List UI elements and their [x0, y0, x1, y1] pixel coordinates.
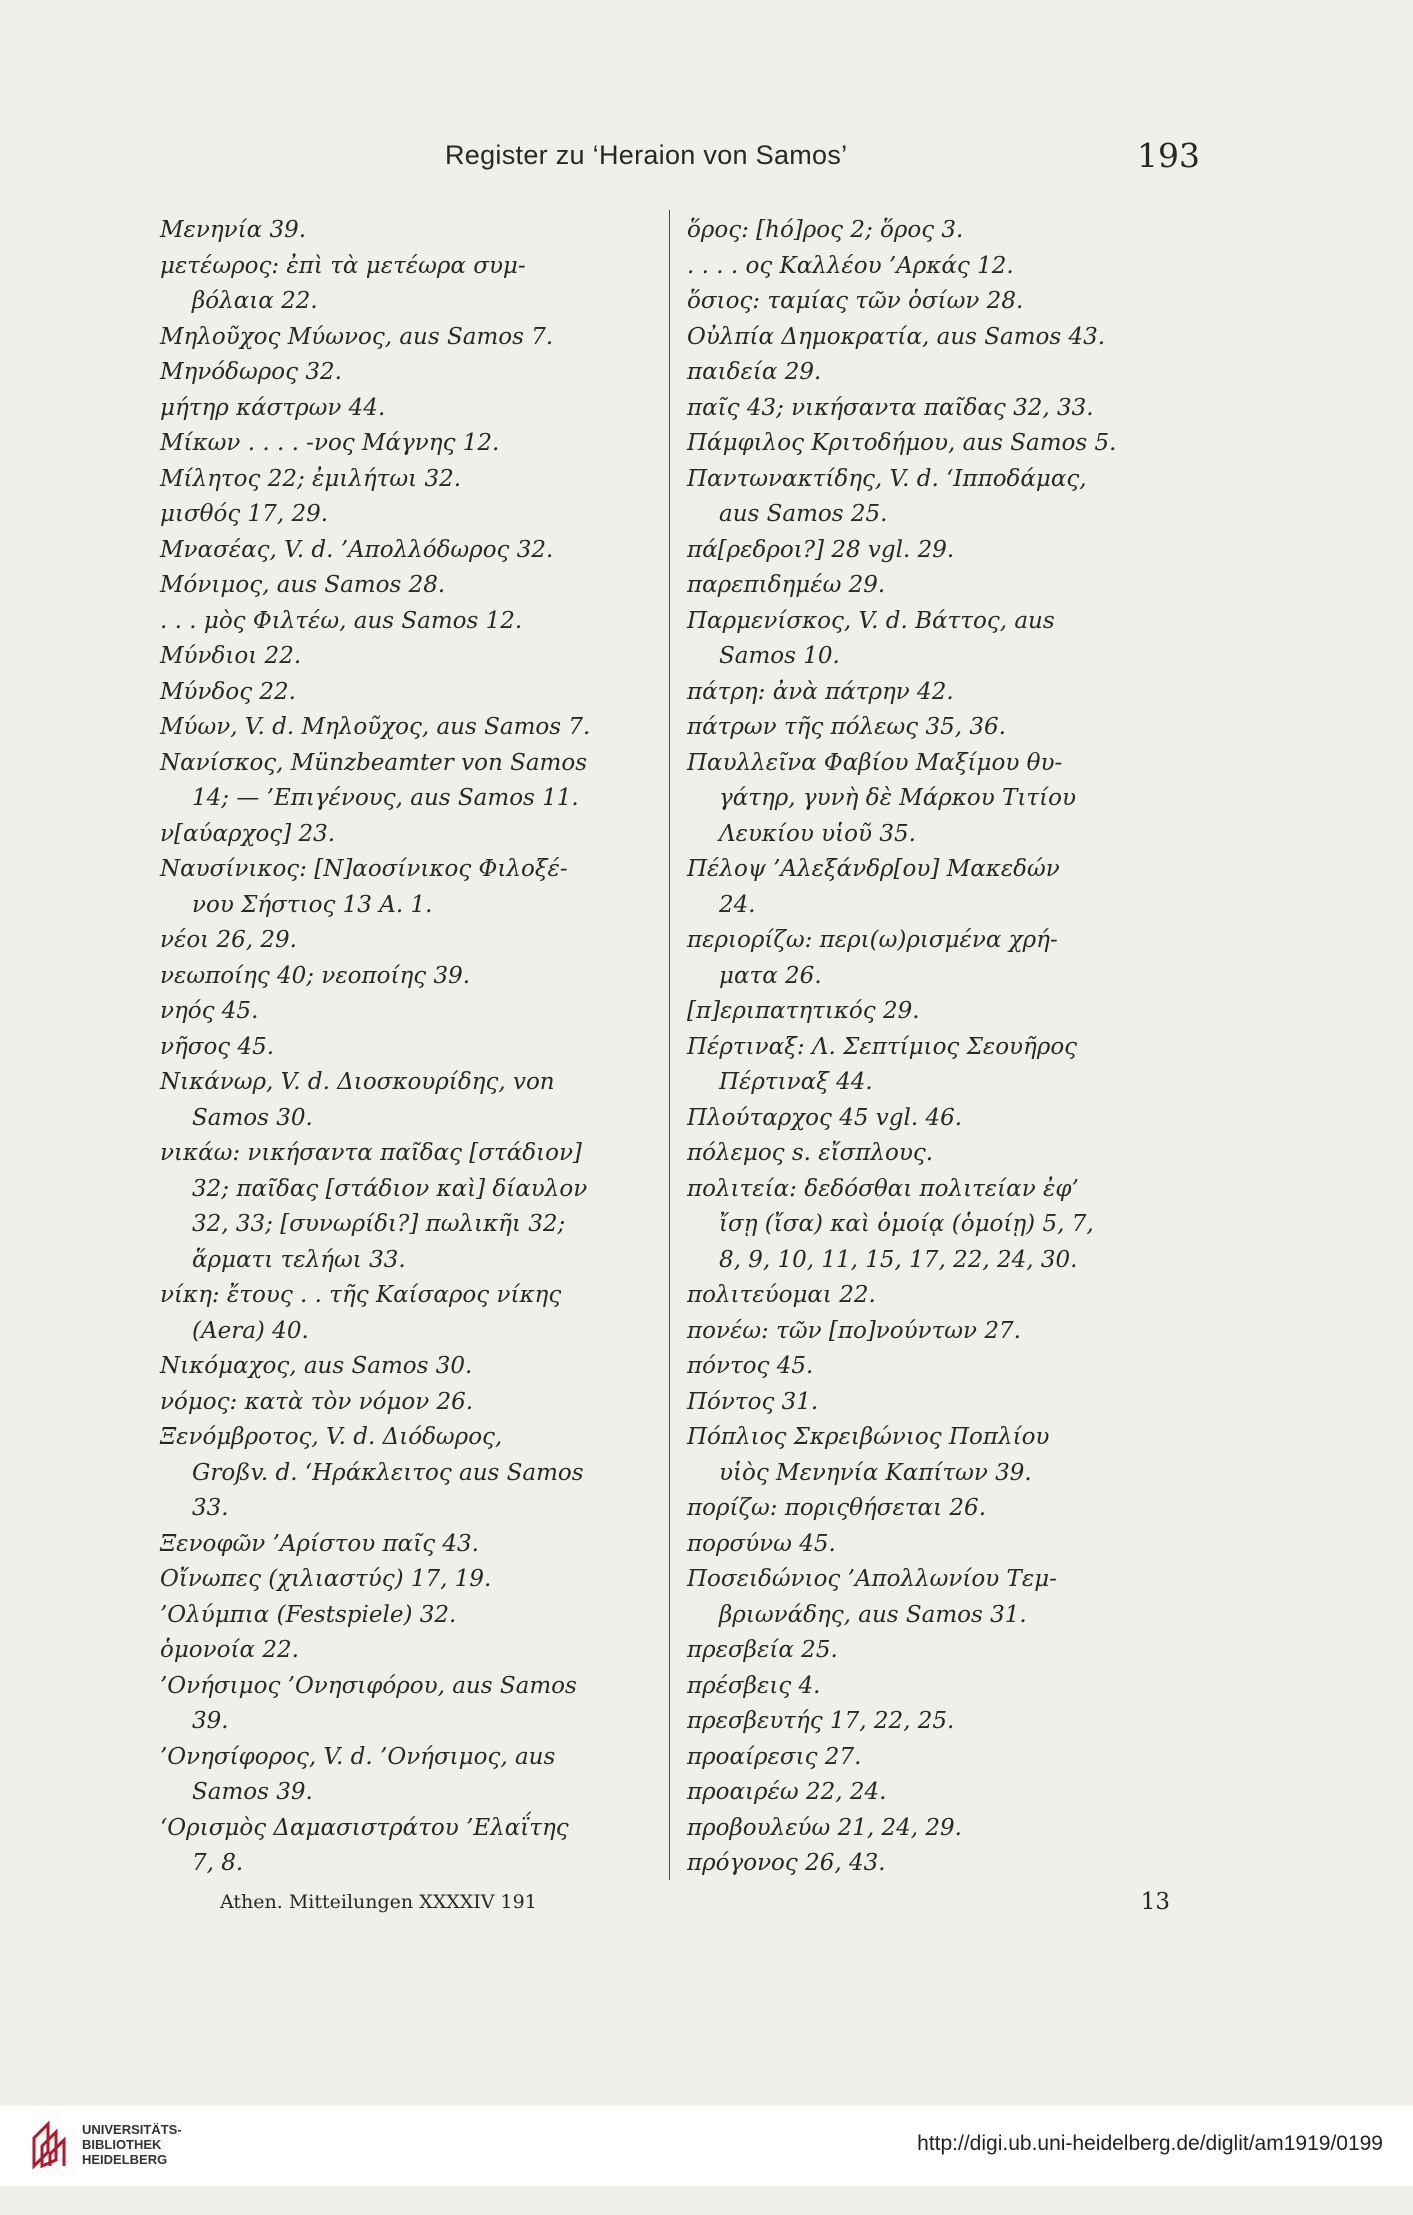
library-logo-text	[82, 2122, 182, 2167]
index-entry: Παυλλεῖνα Φαβίου Μαξίμου θυ-	[687, 749, 1063, 776]
journal-signature: Athen. Mitteilungen XXXXIV 191	[220, 1891, 537, 1913]
permalink-url[interactable]: http://digi.ub.uni-heidelberg.de/diglit/am1919/0199	[917, 2132, 1383, 2155]
index-entry: πολιτεύομαι 22.	[687, 1282, 876, 1308]
index-entry: προαίρεσις 27.	[687, 1743, 862, 1770]
index-entry: νεωποίης 40; νεοποίης 39.	[160, 962, 471, 989]
index-entry-continuation: 32; παῖδας [στάδιον καὶ] δίαυλον	[192, 1175, 588, 1202]
index-entry-continuation: 33.	[192, 1495, 229, 1521]
index-entry: Πέρτιναξ: Λ. Σεπτίμιος Σεουῆρος	[687, 1033, 1078, 1060]
index-entry: μισθός 17, 29.	[160, 501, 329, 527]
index-entry: Μύων, V. d. Μηλοῦχος, aus Samos 7.	[160, 714, 591, 740]
library-logo-icon	[30, 2118, 74, 2170]
index-entry: Ξενοφῶν ’Αρίστου παῖς 43.	[160, 1530, 479, 1557]
library-footer-bar	[0, 2106, 1413, 2186]
index-entry: ‘Ορισμὸς Δαμασιστράτου ’Ελαΐτης	[160, 1814, 569, 1841]
index-entry: πορσύνω 45.	[687, 1530, 836, 1557]
index-entry: νηός 45.	[160, 998, 259, 1024]
index-entry: Οὐλπία Δημοκρατία, aus Samos 43.	[687, 323, 1106, 350]
index-entry-continuation: βριωνάδης, aus Samos 31.	[719, 1601, 1027, 1628]
index-entry: Πόντος 31.	[687, 1388, 819, 1415]
index-entry-continuation: 39.	[192, 1708, 229, 1734]
index-entry-continuation: ματα 26.	[719, 962, 822, 989]
index-entry: πρεσβεία 25.	[687, 1637, 838, 1663]
index-entry-continuation: Πέρτιναξ 44.	[719, 1069, 873, 1095]
index-entry: Πέλοψ ’Αλεξάνδρ[ου] Μακεδών	[687, 856, 1060, 882]
page-footer	[220, 1891, 1220, 1913]
index-entry: πολιτεία: δεδόσθαι πολιτείαν ἐφ’	[687, 1175, 1079, 1202]
index-entry: ’Ολύμπια (Festspiele) 32.	[160, 1601, 457, 1628]
index-entry-continuation: 8, 9, 10, 11, 15, 17, 22, 24, 30.	[719, 1246, 1078, 1273]
index-entry-continuation: Samos 30.	[192, 1104, 313, 1131]
index-entry: Παρμενίσκος, V. d. Βάττος, aus	[687, 607, 1055, 634]
index-entry-continuation: 24.	[719, 891, 756, 918]
index-entry: πρέσβεις 4.	[687, 1672, 821, 1699]
index-entry: Παντωνακτίδης, V. d. ‘Ιπποδάμας,	[687, 465, 1087, 492]
index-entry: Ξενόμβροτος, V. d. Διόδωρος,	[160, 1424, 503, 1450]
index-entry: . . . . ος Καλλέου ’Αρκάς 12.	[687, 252, 1014, 279]
index-entry: [π]εριπατητικός 29.	[687, 998, 920, 1024]
running-title: Register zu ‘Heraion von Samos’	[445, 140, 848, 170]
index-entry: Νικόμαχος, aus Samos 30.	[160, 1353, 473, 1379]
index-entry: Μενηνία 39.	[160, 217, 307, 243]
index-entry: μήτηρ κάστρων 44.	[160, 394, 386, 421]
index-entry: προβουλεύω 21, 24, 29.	[687, 1814, 962, 1841]
index-entry: παιδεία 29.	[687, 359, 822, 385]
index-entry-continuation: Samos 10.	[719, 643, 840, 669]
sheet-signature: 13	[1140, 1889, 1170, 1915]
index-entry: ὅσιος: ταμίας τῶν ὁσίων 28.	[687, 288, 1024, 314]
index-entry: Μύνδος 22.	[160, 678, 296, 705]
index-entry-continuation: βόλαια 22.	[192, 288, 318, 314]
index-entry: πρεσβευτής 17, 22, 25.	[687, 1708, 955, 1734]
index-entry: πονέω: τῶν [πο]νούντων 27.	[687, 1317, 1021, 1344]
index-entry-continuation: υἱὸς Μενηνία Καπίτων 39.	[719, 1459, 1032, 1486]
index-entry: πόντος 45.	[687, 1353, 814, 1379]
index-entry-continuation: γάτηρ, γυνὴ δὲ Μάρκου Τιτίου	[719, 785, 1076, 811]
index-entry: ὁμονοία 22.	[160, 1637, 299, 1663]
index-entry-continuation: Großv. d. ‘Ηράκλειτος aus Samos	[192, 1459, 584, 1486]
index-entry-continuation: 7, 8.	[192, 1850, 244, 1876]
index-entry: . . . μὸς Φιλτέω, aus Samos 12.	[160, 607, 523, 634]
index-entry: ’Ονησίφορος, V. d. ’Ονήσιμος, aus	[160, 1743, 556, 1770]
index-entry-continuation: 32, 33; [συνωρίδι?] πωλικῆι 32;	[192, 1211, 566, 1237]
index-entry: περιορίζω: περι(ω)ρισμένα χρή-	[687, 927, 1058, 953]
index-entry: πάτρη: ἀνὰ πάτρην 42.	[687, 678, 954, 705]
index-entry: ὅρος: [hό]ρος 2; ὅρος 3.	[687, 217, 964, 243]
index-entry: Ναυσίνικος: [Ν]αοσίνικος Φιλοξέ-	[160, 856, 568, 882]
index-entry: Ποσειδώνιος ’Απολλωνίου Τεμ-	[687, 1566, 1057, 1592]
index-entry: Μηνόδωρος 32.	[160, 359, 342, 385]
logo-line-3: HEIDELBERG	[82, 2152, 168, 2167]
index-entry-continuation: νου Σήστιος 13 A. 1.	[192, 891, 433, 918]
index-entry: Οἴνωπες (χιλιαστύς) 17, 19.	[160, 1566, 492, 1592]
logo-line-2: BIBLIOTHEK	[82, 2137, 162, 2152]
index-entry: παρεπιδημέω 29.	[687, 572, 886, 598]
index-entry: ’Ονήσιμος ’Ονησιφόρου, aus Samos	[160, 1672, 577, 1699]
index-entry: παῖς 43; νικήσαντα παῖδας 32, 33.	[687, 394, 1094, 421]
index-entry: νικάω: νικήσαντα παῖδας [στάδιον]	[160, 1140, 582, 1166]
index-entry-continuation: Λευκίου υἱοῦ 35.	[719, 820, 916, 847]
index-entry: πάτρων τῆς πόλεως 35, 36.	[687, 714, 1006, 740]
index-entry: νῆσος 45.	[160, 1033, 275, 1060]
column-divider	[669, 210, 670, 1880]
index-entry: μετέωρος: ἐπὶ τὰ μετέωρα συμ-	[160, 252, 526, 279]
index-entry: Μνασέας, V. d. ’Απολλόδωρος 32.	[160, 536, 554, 563]
index-entry: πόλεμος s. εἴσπλους.	[687, 1140, 934, 1166]
index-entry-continuation: 14; — ’Επιγένους, aus Samos 11.	[192, 785, 579, 811]
index-entry: πά[ρεδροι?] 28 vgl. 29.	[687, 536, 955, 563]
index-entry: προαιρέω 22, 24.	[687, 1779, 887, 1805]
index-entry: Πόπλιος Σκρειβώνιος Ποπλίου	[687, 1424, 1050, 1450]
index-entry: Πλούταρχος 45 vgl. 46.	[687, 1104, 963, 1131]
index-entry: Μηλοῦχος Μύωνος, aus Samos 7.	[160, 323, 554, 350]
index-entry: Μύνδιοι 22.	[160, 643, 302, 669]
index-entry: Μίλητος 22; ἐμιλήτωι 32.	[160, 465, 462, 492]
index-entry: νίκη: ἔτους . . τῆς Καίσαρος νίκης	[160, 1282, 562, 1308]
index-entry-continuation: (Aera) 40.	[192, 1317, 309, 1344]
index-entry-continuation: ἴσῃ (ἴσα) καὶ ὁμοίᾳ (ὁμοίῃ) 5, 7,	[719, 1211, 1094, 1237]
index-entry: ν[αύαρχος] 23.	[160, 820, 336, 847]
logo-line-1: UNIVERSITÄTS-	[82, 2122, 182, 2137]
index-entry: Μίκων . . . . -νος Μάγνης 12.	[160, 430, 500, 456]
index-entry: Νικάνωρ, V. d. Διοσκουρίδης, von	[160, 1069, 555, 1095]
index-entry-continuation: ἅρματι τελήωι 33.	[192, 1246, 406, 1273]
index-entry: Πάμφιλος Κριτοδήμου, aus Samos 5.	[687, 430, 1117, 456]
index-entry: Μόνιμος, aus Samos 28.	[160, 572, 446, 598]
index-entry: νόμος: κατὰ τὸν νόμον 26.	[160, 1388, 474, 1415]
index-entry: νέοι 26, 29.	[160, 927, 297, 953]
index-entry-continuation: aus Samos 25.	[719, 501, 888, 527]
index-entry: Νανίσκος, Münzbeamter von Samos	[160, 749, 587, 776]
running-header	[160, 136, 1200, 180]
index-entry-continuation: Samos 39.	[192, 1779, 313, 1805]
index-entry: πορίζω: ποριςθήσεται 26.	[687, 1495, 986, 1521]
page-number: 193	[1137, 136, 1200, 175]
index-entry: πρόγονος 26, 43.	[687, 1850, 886, 1876]
